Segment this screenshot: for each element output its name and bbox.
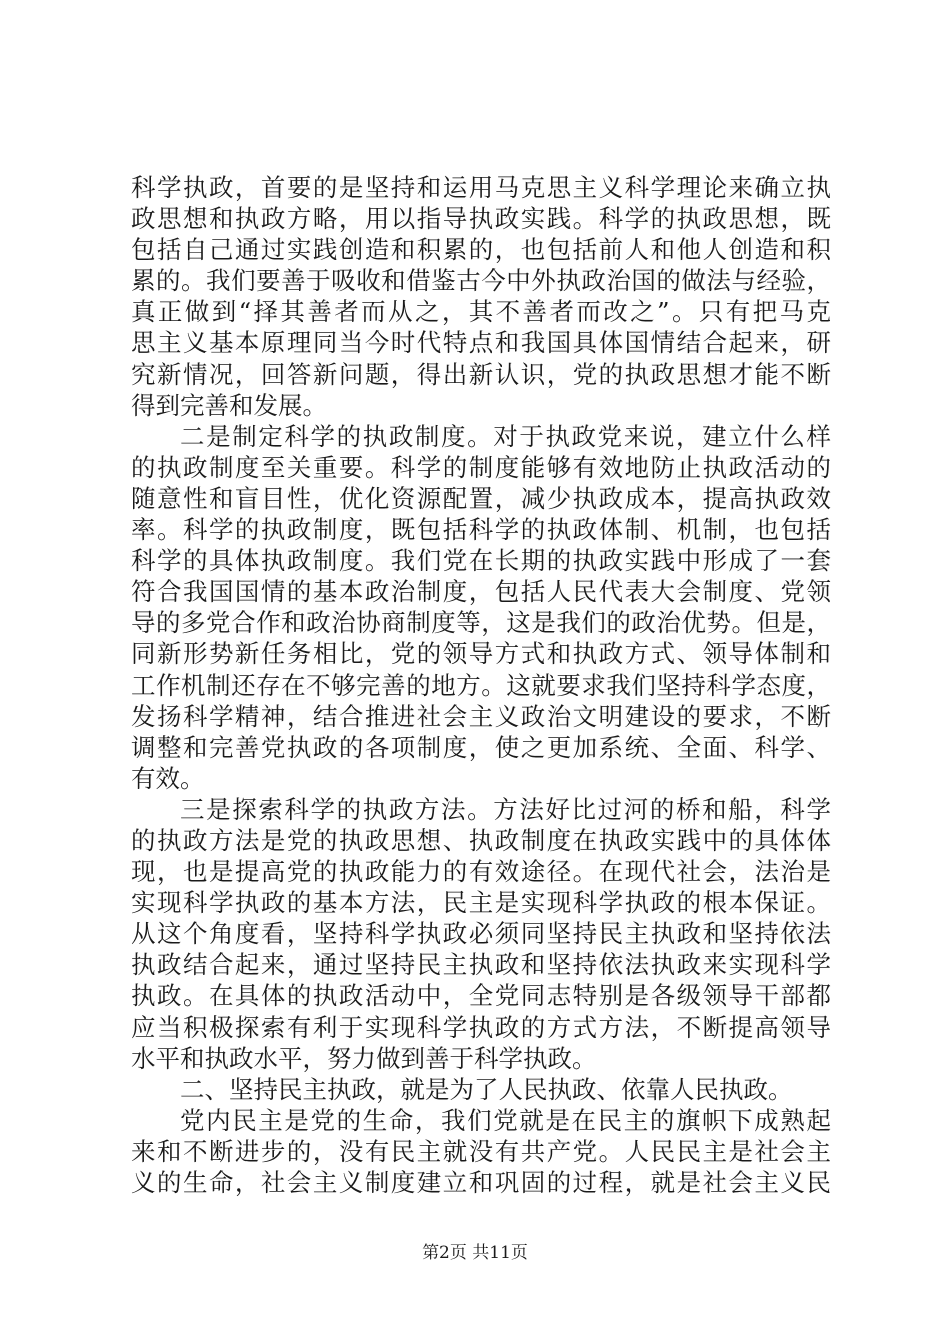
- text-line: 随意性和盲目性，优化资源配置，减少执政成本，提高执政效: [131, 483, 831, 513]
- text-line: 得到完善和发展。: [131, 390, 327, 420]
- text-line: 现，也是提高党的执政能力的有效途径。在现代社会，法治是: [131, 857, 831, 887]
- text-line: 工作机制还存在不够完善的地方。这就要求我们坚持科学态度，: [131, 670, 831, 700]
- text-line: 执政。在具体的执政活动中，全党同志特别是各级领导干部都: [131, 981, 831, 1011]
- document-body: [131, 172, 831, 1198]
- text-line: 政思想和执政方略，用以指导执政实践。科学的执政思想，既: [131, 204, 831, 234]
- text-line: 科学的具体执政制度。我们党在长期的执政实践中形成了一套: [131, 546, 831, 576]
- text-line: 应当积极探索有利于实现科学执政的方式方法，不断提高领导: [131, 1012, 831, 1042]
- text-line: 思主义基本原理同当今时代特点和我国具体国情结合起来，研: [131, 328, 831, 358]
- text-line: 的执政制度至关重要。科学的制度能够有效地防止执政活动的: [131, 452, 831, 482]
- text-line: 率。科学的执政制度，既包括科学的执政体制、机制，也包括: [131, 515, 831, 545]
- text-line: 有效。: [131, 763, 205, 793]
- text-line: 发扬科学精神，结合推进社会主义政治文明建设的要求，不断: [131, 701, 831, 731]
- text-line: 来和不断进步的，没有民主就没有共产党。人民民主是社会主: [131, 1136, 831, 1166]
- text-line: 究新情况，回答新问题，得出新认识，党的执政思想才能不断: [131, 359, 831, 389]
- text-line: 的执政方法是党的执政思想、执政制度在执政实践中的具体体: [131, 825, 831, 855]
- text-line: 包括自己通过实践创造和积累的，也包括前人和他人创造和积: [131, 235, 831, 265]
- page-number-footer: 第2页 共11页: [422, 1243, 528, 1263]
- text-line: 真正做到“择其善者而从之，其不善者而改之”。只有把马克: [131, 297, 831, 327]
- text-line: 导的多党合作和政治协商制度等，这是我们的政治优势。但是，: [131, 608, 831, 638]
- section-heading: 二、坚持民主执政，就是为了人民执政、依靠人民执政。: [180, 1074, 793, 1104]
- text-line: 符合我国国情的基本政治制度，包括人民代表大会制度、党领: [131, 577, 831, 607]
- text-line: 义的生命，社会主义制度建立和巩固的过程，就是社会主义民: [131, 1168, 831, 1197]
- paragraph-first-line: 二是制定科学的执政制度。对于执政党来说，建立什么样: [180, 421, 831, 451]
- paragraph-first-line: 党内民主是党的生命，我们党就是在民主的旗帜下成熟起: [180, 1105, 831, 1135]
- text-line: 调整和完善党执政的各项制度，使之更加系统、全面、科学、: [131, 732, 831, 762]
- text-line: 科学执政，首要的是坚持和运用马克思主义科学理论来确立执: [131, 173, 831, 202]
- text-line: 实现科学执政的基本方法，民主是实现科学执政的根本保证。: [131, 888, 831, 918]
- paragraph-first-line: 三是探索科学的执政方法。方法好比过河的桥和船，科学: [180, 794, 831, 824]
- text-line: 执政结合起来，通过坚持民主执政和坚持依法执政来实现科学: [131, 950, 831, 980]
- text-line: 同新形势新任务相比，党的领导方式和执政方式、领导体制和: [131, 639, 831, 669]
- text-line: 累的。我们要善于吸收和借鉴古今中外执政治国的做法与经验，: [131, 266, 831, 296]
- text-line: 水平和执政水平，努力做到善于科学执政。: [131, 1043, 597, 1073]
- text-line: 从这个角度看，坚持科学执政必须同坚持民主执政和坚持依法: [131, 919, 831, 949]
